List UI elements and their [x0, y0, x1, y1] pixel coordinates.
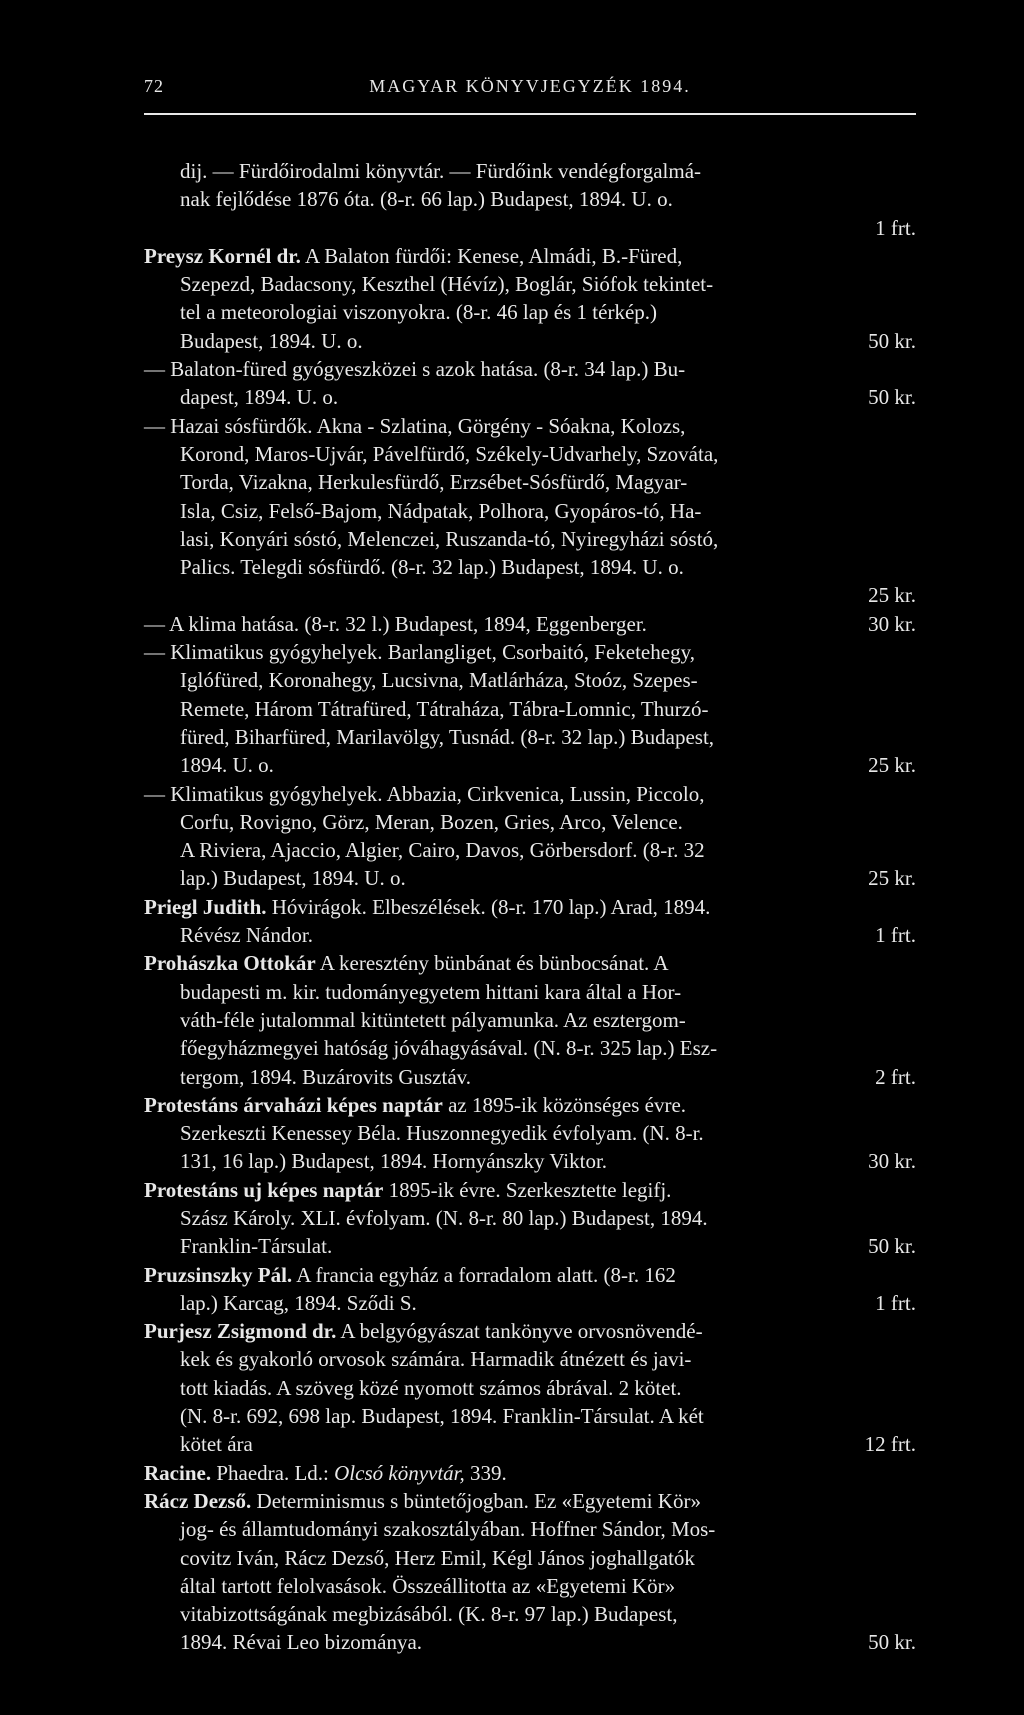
catalog-line — [144, 610, 916, 638]
entry-text: az 1895-ik közönséges évre. — [442, 1092, 687, 1117]
author-name: Protestáns uj képes naptár — [144, 1177, 384, 1202]
line-text — [180, 1517, 715, 1541]
catalog-line — [144, 1006, 916, 1034]
catalog-line — [144, 355, 916, 383]
entry-text: Szerkeszti Kenessey Béla. Huszonnegyedik évfolyam. (N. 8-r. — [180, 1121, 704, 1146]
catalog-line — [144, 1572, 916, 1600]
catalog-line — [144, 1374, 916, 1402]
price: 12 frt. — [864, 1432, 916, 1457]
line-text — [180, 470, 687, 494]
line-text — [180, 555, 684, 579]
line-text — [180, 668, 698, 692]
line-text — [180, 1347, 691, 1371]
entry-text: A belgyógyászat tankönyve orvosnövendé- — [336, 1319, 703, 1344]
price: 30 kr. — [868, 611, 916, 636]
entry-text: Palics. Telegdi sósfürdő. (8-r. 32 lap.) Budapest, 1894. U. o. — [180, 555, 684, 580]
catalog-line — [144, 1402, 916, 1430]
entry-text: A keresztény bünbánat és bünbocsánat. A — [315, 951, 669, 976]
author-name: Priegl Judith. — [144, 894, 267, 919]
entry-text: — Balaton-füred gyógyeszközei s azok hatása. (8-r. 34 lap.) Bu- — [144, 357, 686, 382]
catalog-line — [144, 1600, 916, 1628]
line-text — [144, 1489, 701, 1513]
line-text — [180, 272, 713, 296]
entry-text: Torda, Vizakna, Herkulesfürdő, Erzsébet-Sósfürdő, Magyar- — [180, 470, 688, 495]
catalog-line — [144, 751, 916, 779]
entry-text: Korond, Maros-Ujvár, Pávelfürdő, Székely-Udvarhely, Szováta, — [180, 441, 719, 466]
entry-text: Isla, Csiz, Felső-Bajom, Nádpatak, Polhora, Gyopáros-tó, Ha- — [180, 498, 702, 523]
header-rule — [144, 113, 916, 115]
price: 50 kr. — [868, 385, 916, 410]
entry-text: Budapest, 1894. U. o. — [180, 328, 363, 353]
entry-text: jog- és államtudományi szakosztályában. Hoffner Sándor, Mos- — [180, 1517, 716, 1542]
line-text — [180, 442, 718, 466]
price: 30 kr. — [868, 1149, 916, 1174]
catalog-line — [144, 1544, 916, 1572]
catalog-line — [144, 1091, 916, 1119]
line-text — [180, 499, 701, 523]
catalog-line — [144, 327, 916, 355]
running-header — [144, 76, 916, 108]
line-text — [180, 1430, 253, 1458]
price: 25 kr. — [868, 583, 916, 608]
catalog-line — [144, 978, 916, 1006]
entry-text: covitz Iván, Rácz Dezső, Herz Emil, Kégl János joghallgatók — [180, 1545, 695, 1570]
catalog-line — [144, 1289, 916, 1317]
line-text — [144, 244, 682, 268]
line-text — [180, 921, 313, 949]
entry-text: 1894. Révai Leo bizománya. — [180, 1630, 423, 1655]
catalog-line — [144, 780, 916, 808]
entry-text: Révész Nándor. — [180, 923, 313, 948]
line-text — [144, 414, 685, 438]
entry-text: kek és gyakorló orvosok számára. Harmadik átnézett és javi- — [180, 1347, 692, 1372]
line-text — [180, 1232, 332, 1260]
author-name: Preysz Kornél dr. — [144, 243, 301, 268]
line-text — [144, 782, 705, 806]
line-text — [180, 1628, 422, 1656]
series-title: Olcsó könyvtár, — [334, 1460, 465, 1485]
entry-text: Szepezd, Badacsony, Keszthel (Hévíz), Boglár, Siófok tekintet- — [180, 272, 714, 297]
entry-text: 1895-ik évre. Szerkesztette legifj. — [383, 1177, 672, 1202]
entry-text: Szász Károly. XLI. évfolyam. (N. 8-r. 80 lap.) Budapest, 1894. — [180, 1205, 708, 1230]
entry-text: dapest, 1894. U. o. — [180, 385, 339, 410]
entry-text: vitabizottságának megbizásából. (K. 8-r. 97 lap.) Budapest, — [180, 1602, 678, 1627]
entry-text: kötet ára — [180, 1432, 253, 1457]
catalog-line — [144, 157, 916, 185]
line-text — [180, 1206, 708, 1230]
price: 2 frt. — [875, 1064, 916, 1089]
author-name: Prohászka Ottokár — [144, 951, 316, 976]
line-text — [144, 1263, 676, 1287]
line-text — [180, 1574, 675, 1598]
line-text — [180, 300, 657, 324]
catalog-line — [144, 298, 916, 326]
catalog-line — [144, 1204, 916, 1232]
entry-text: tel a meteorologiai viszonyokra. (8-r. 46 lap és 1 térkép.) — [180, 300, 658, 325]
entry-text: Iglófüred, Koronahegy, Lucsivna, Matlárháza, Stoóz, Szepes- — [180, 668, 698, 693]
catalog-line — [144, 1459, 916, 1487]
catalog-line — [144, 242, 916, 270]
price: 50 kr. — [868, 1630, 916, 1655]
price: 1 frt. — [875, 215, 916, 240]
entry-text: lasi, Konyári sóstó, Melenczei, Ruszanda-tó, Nyiregyházi sóstó, — [180, 526, 719, 551]
catalog-line — [144, 808, 916, 836]
entry-text: budapesti m. kir. tudományegyetem hittani kara által a Hor- — [180, 979, 682, 1004]
line-text — [144, 640, 695, 664]
catalog-line — [144, 1063, 916, 1091]
entry-text: (N. 8-r. 692, 698 lap. Budapest, 1894. Franklin-Társulat. A két — [180, 1404, 704, 1429]
line-text — [144, 610, 647, 638]
price: 1 frt. — [875, 1290, 916, 1315]
line-text — [180, 327, 363, 355]
line-text — [180, 383, 338, 411]
catalog-line — [144, 1628, 916, 1656]
entry-text: által tartott felolvasások. Összeállitotta az «Egyetemi Kör» — [180, 1573, 676, 1598]
catalog-line — [144, 525, 916, 553]
catalog-line — [144, 1261, 916, 1289]
line-text — [180, 1289, 417, 1317]
entry-text: tott kiadás. A szöveg közé nyomott számos ábrával. 2 kötet. — [180, 1375, 682, 1400]
catalog-line — [144, 468, 916, 496]
entry-text: A Balaton fürdői: Kenese, Almádi, B.-Füred, — [300, 243, 683, 268]
author-name: Protestáns árvaházi képes naptár — [144, 1092, 443, 1117]
line-text — [144, 951, 669, 975]
catalog-line — [144, 949, 916, 977]
catalog-line — [144, 412, 916, 440]
entry-text: — Hazai sósfürdők. Akna - Szlatina, Görgény - Sóakna, Kolozs, — [144, 413, 686, 438]
line-text — [180, 1404, 704, 1428]
catalog-line — [144, 1487, 916, 1515]
line-text — [144, 1093, 686, 1117]
line-text — [180, 980, 681, 1004]
line-text — [180, 810, 683, 834]
entry-text: Remete, Három Tátrafüred, Tátraháza, Tábra-Lomnic, Thurzó- — [180, 696, 709, 721]
line-text — [180, 1008, 686, 1032]
line-text — [180, 725, 714, 749]
entry-text: Phaedra. Ld.: — [211, 1460, 335, 1485]
page-number: 72 — [144, 76, 164, 96]
catalog-line — [144, 1034, 916, 1062]
catalog-line — [144, 440, 916, 468]
entry-text: Hóvirágok. Elbeszélések. (8-r. 170 lap.) Arad, 1894. — [266, 894, 711, 919]
line-text — [144, 1319, 703, 1343]
line-text — [144, 895, 710, 919]
line-text — [180, 1147, 607, 1175]
entry-text: Corfu, Rovigno, Görz, Meran, Bozen, Gries, Arco, Velence. — [180, 809, 683, 834]
entry-text: A Riviera, Ajaccio, Algier, Cairo, Davos, Görbersdorf. (8-r. 32 — [180, 838, 705, 863]
line-text — [180, 1376, 682, 1400]
price: 1 frt. — [875, 923, 916, 948]
catalog-line — [144, 214, 916, 242]
line-text — [180, 187, 673, 211]
catalog-line — [144, 864, 916, 892]
catalog-line — [144, 553, 916, 581]
entry-text: tergom, 1894. Buzárovits Gusztáv. — [180, 1064, 472, 1089]
price: 25 kr. — [868, 753, 916, 778]
line-text — [180, 1546, 695, 1570]
line-text — [144, 1461, 507, 1485]
line-text — [180, 1602, 677, 1626]
entry-text: Determinismus s büntetőjogban. Ez «Egyetemi Kör» — [251, 1488, 701, 1513]
line-text — [180, 864, 406, 892]
catalog-line — [144, 638, 916, 666]
author-name: Racine. — [144, 1460, 212, 1485]
catalog-line — [144, 1515, 916, 1543]
entry-text: Franklin-Társulat. — [180, 1234, 333, 1259]
catalog-line — [144, 1119, 916, 1147]
catalog-line — [144, 1430, 916, 1458]
line-text — [180, 751, 274, 779]
catalog-body — [144, 157, 916, 1657]
price: 50 kr. — [868, 328, 916, 353]
catalog-line — [144, 1345, 916, 1373]
line-text — [180, 159, 701, 183]
entry-text: 131, 16 lap.) Budapest, 1894. Hornyánszky Viktor. — [180, 1149, 608, 1174]
catalog-line — [144, 921, 916, 949]
price: 25 kr. — [868, 866, 916, 891]
running-title: MAGYAR KÖNYVJEGYZÉK 1894. — [369, 76, 691, 96]
catalog-line — [144, 836, 916, 864]
line-text — [180, 838, 705, 862]
entry-text: 1894. U. o. — [180, 753, 274, 778]
line-text — [180, 1036, 717, 1060]
catalog-line — [144, 185, 916, 213]
line-text — [144, 1178, 671, 1202]
catalog-line — [144, 270, 916, 298]
entry-text: főegyházmegyei hatóság jóváhagyásával. (N. 8-r. 325 lap.) Esz- — [180, 1036, 718, 1061]
entry-text: 339. — [464, 1460, 507, 1485]
entry-text: — A klima hatása. (8-r. 32 l.) Budapest, 1894, Eggenberger. — [144, 611, 647, 636]
catalog-line — [144, 383, 916, 411]
line-text — [180, 1063, 471, 1091]
line-text — [180, 527, 718, 551]
catalog-line — [144, 1232, 916, 1260]
entry-text: — Klimatikus gyógyhelyek. Barlangliget, Csorbaitó, Feketehegy, — [144, 640, 695, 665]
entry-text: dij. — Fürdőirodalmi könyvtár. — Fürdőink vendégforgalmá- — [180, 159, 702, 183]
entry-text: — Klimatikus gyógyhelyek. Abbazia, Cirkvenica, Lussin, Piccolo, — [144, 781, 705, 806]
catalog-line — [144, 1147, 916, 1175]
catalog-line — [144, 666, 916, 694]
line-text — [180, 1121, 704, 1145]
catalog-line — [144, 695, 916, 723]
author-name: Purjesz Zsigmond dr. — [144, 1319, 337, 1344]
line-text — [144, 357, 685, 381]
entry-text: A francia egyház a forradalom alatt. (8-r. 162 — [292, 1262, 676, 1287]
catalog-line — [144, 497, 916, 525]
price: 50 kr. — [868, 1234, 916, 1259]
entry-text: lap.) Karcag, 1894. Sződi S. — [180, 1290, 417, 1315]
catalog-line — [144, 893, 916, 921]
author-name: Pruzsinszky Pál. — [144, 1262, 293, 1287]
catalog-line — [144, 1176, 916, 1204]
catalog-line — [144, 1317, 916, 1345]
entry-text: nak fejlődése 1876 óta. (8-r. 66 lap.) Budapest, 1894. U. o. — [180, 187, 673, 212]
entry-text: váth-féle jutalommal kitüntetett pályamunka. Az esztergom- — [180, 1007, 686, 1032]
entry-text: füred, Biharfüred, Marilavölgy, Tusnád. (8-r. 32 lap.) Budapest, — [180, 724, 715, 749]
catalog-line — [144, 581, 916, 609]
author-name: Rácz Dezső. — [144, 1488, 252, 1513]
entry-text: lap.) Budapest, 1894. U. o. — [180, 866, 406, 891]
line-text — [180, 697, 708, 721]
catalog-line — [144, 723, 916, 751]
